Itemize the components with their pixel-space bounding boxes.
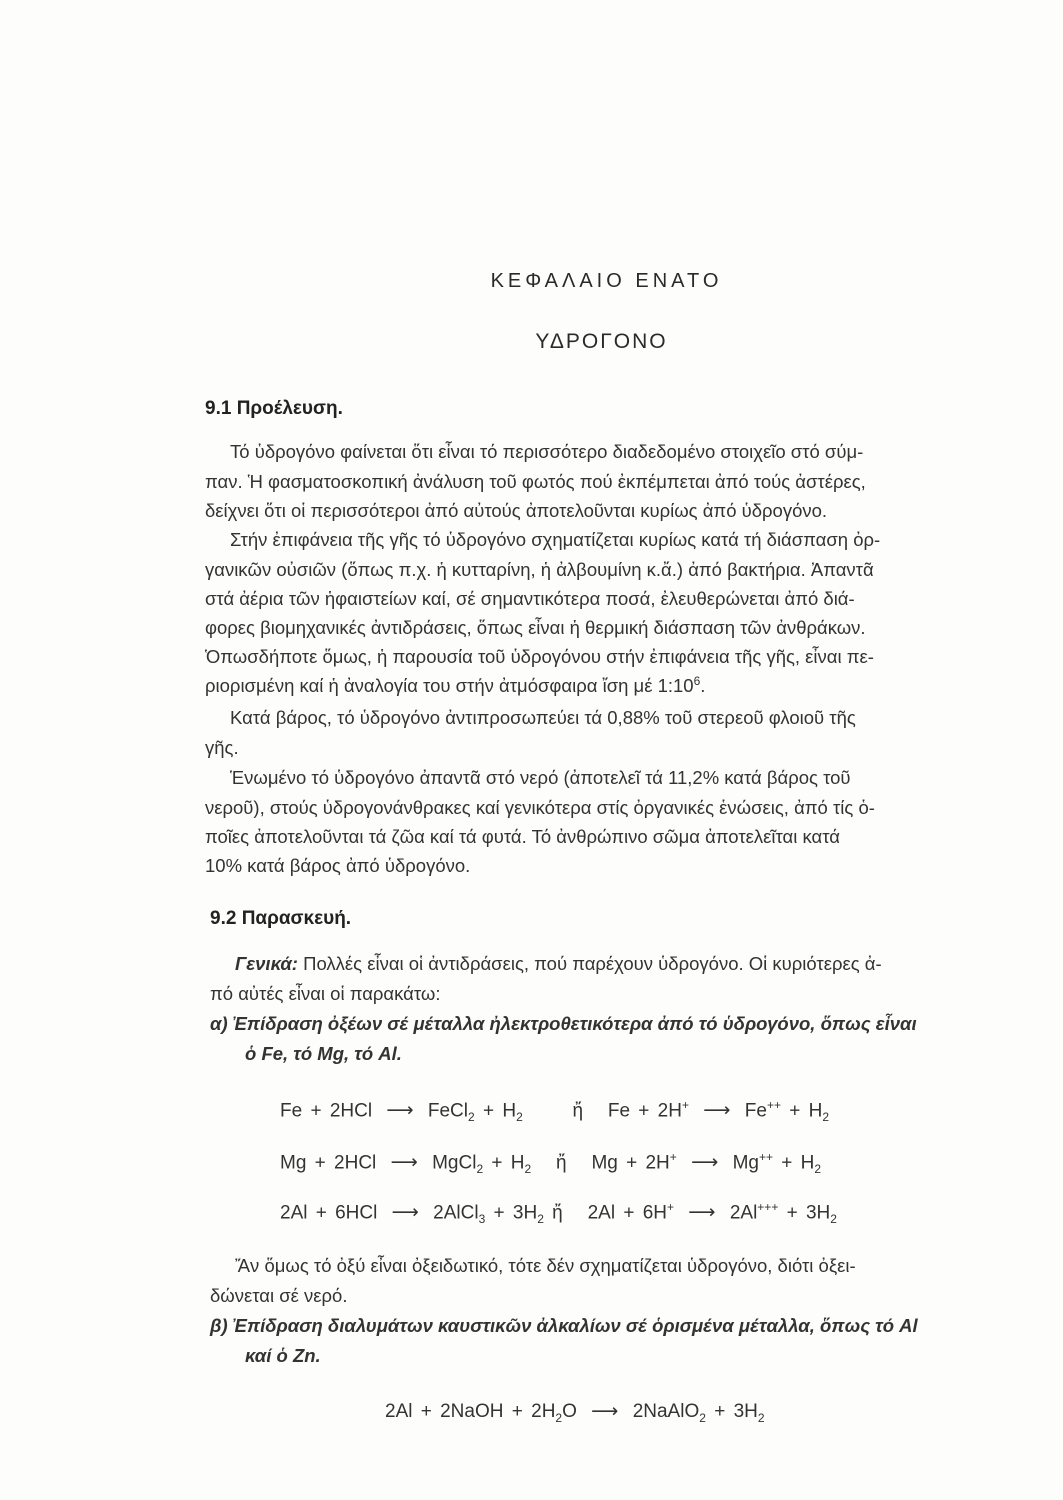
equation-fe: Fe + 2HCl ⟶ FeCl$_2$ + $H_2$ ἤ Fe + 2H+ ⟶ $Fe^{++} + H_2$ [280,1098,830,1125]
text-line: Κατά βάρος, τό ὑδρογόνο ἀντιπροσωπεύει τά 0,88% τοῦ στερεοῦ φλοιοῦ τῆς [230,707,856,728]
item-b-marker: β) [210,1315,228,1336]
text-line: Ἑνωμένο τό ὑδρογόνο ἀπαντᾶ στό νερό (ἀποτελεῖ τά 11,2% κατά βάρος τοῦ [230,767,851,788]
text-line: Τό ὑδρογόνο φαίνεται ὅτι εἶναι τό περισσότερο διαδεδομένο στοιχεῖο στό σύμ- [230,441,864,462]
item-b: β) Ἐπίδραση διαλυμάτων καυστικῶν ἀλκαλίων σέ ὁρισμένα μέταλλα, ὅπως τό Al [210,1315,918,1336]
item-a-marker: α) [210,1013,228,1034]
text-line: στά ἀέρια τῶν ἡφαιστείων καί, σέ σημαντικότερα ποσά, ἐλευθερώνεται ἀπό διά- [205,588,855,609]
equation-al: 2Al + 6HCl ⟶ 2AlCl$_3$ + $3H_2$ ἤ 2Al + 6H+ ⟶ $2Al^{+++} + 3H_2$ [280,1200,837,1227]
section-heading-preparation: 9.2 Παρασκευή. [210,908,352,929]
equation-mg: Mg + 2HCl ⟶ MgCl$_2$ + $H_2$ ἤ Mg + 2H+ ⟶ $Mg^{++} + H_2$ [280,1150,822,1177]
text-line: γανικῶν οὐσιῶν (ὅπως π.χ. ἡ κυτταρίνη, ἡ ἀλβουμίνη κ.ἄ.) ἀπό βακτήρια. Ἀπαντᾶ [205,559,874,580]
equation-naoh: 2Al + 2NaOH + $2H_2O$ ⟶ 2NaAlO$_2$ + $3H_2$ [385,1401,765,1425]
item-a-cont: ὁ Fe, τό Mg, τό Al. [245,1043,402,1064]
text-line: νεροῦ), στούς ὑδρογονάνθρακες καί γενικότερα στίς ὀργανικές ἑνώσεις, ἀπό τίς ὁ- [205,797,875,818]
general-line: Γενικά: Πολλές εἶναι οἱ ἀντιδράσεις, πού παρέχουν ὑδρογόνο. Οἱ κυριότερες ἀ- [235,953,882,974]
text-line-ratio: ριορισμένη καί ἡ ἀναλογία του στήν ἀτμόσφαιρα ἴση μέ $1:10^6$. [205,674,706,697]
item-b-cont: καί ὁ Zn. [245,1345,321,1366]
chapter-label: ΚΕΦΑΛΑΙΟ ΕΝΑΤΟ [490,270,723,292]
text-line: 10% κατά βάρος ἀπό ὑδρογόνο. [205,855,471,876]
item-a: α) Ἐπίδραση ὀξέων σέ μέταλλα ἠλεκτροθετικότερα ἀπό τό ὑδρογόνο, ὅπως εἶναι [210,1013,917,1034]
text-line: γῆς. [205,737,239,758]
text-line: Στήν ἐπιφάνεια τῆς γῆς τό ὑδρογόνο σχηματίζεται κυρίως κατά τή διάσπαση ὀρ- [230,529,881,550]
text-line: ποῖες ἀποτελοῦνται τά ζῶα καί τά φυτά. Τό ἀνθρώπινο σῶμα ἀποτελεῖται κατά [205,826,840,847]
text-line: δείχνει ὅτι οἱ περισσότεροι ἀπό αὐτούς ἀποτελοῦνται κυρίως ἀπό ὑδρογόνο. [205,500,828,521]
text-line: φορες βιομηχανικές ἀντιδράσεις, ὅπως εἶναι ἡ θερμική διάσπαση τῶν ἀνθράκων. [205,617,866,638]
general-line: πό αὐτές εἶναι οἱ παρακάτω: [210,983,441,1004]
note-line: δώνεται σέ νερό. [210,1285,348,1306]
chapter-title: ΥΔΡΟΓΟΝΟ [535,330,668,353]
general-label: Γενικά: [235,953,298,974]
text-line: Ὁπωσδήποτε ὅμως, ἡ παρουσία τοῦ ὑδρογόνου στήν ἐπιφάνεια τῆς γῆς, εἶναι πε- [205,646,874,667]
section-heading-origin: 9.1 Προέλευση. [205,398,343,419]
text-line: παν. Ἡ φασματοσκοπική ἀνάλυση τοῦ φωτός πού ἐκπέμπεται ἀπό τούς ἀστέρες, [205,471,866,492]
note-line: Ἄν ὅμως τό ὀξύ εἶναι ὀξειδωτικό, τότε δέν σχηματίζεται ὑδρογόνο, διότι ὀξει- [235,1255,856,1276]
